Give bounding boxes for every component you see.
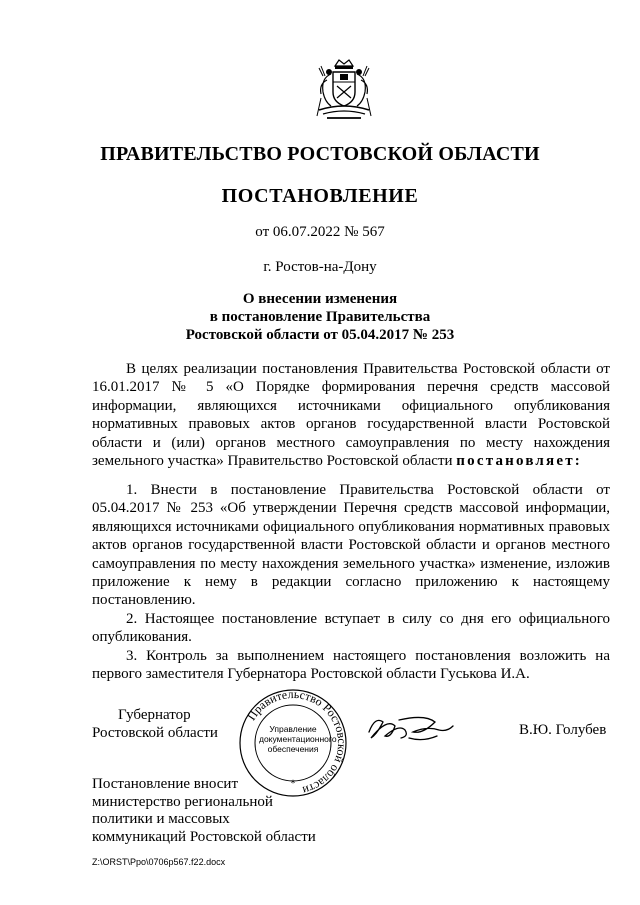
organization-title: ПРАВИТЕЛЬСТВО РОСТОВСКОЙ ОБЛАСТИ bbox=[100, 143, 540, 165]
place-of-issue: г. Ростов-на-Дону bbox=[263, 259, 377, 275]
resolution-item-1: 1. Внести в постановление Правительства Ростовской области от 05.04.2017 № 253 «Об утверждении Перечня средств массовой информации, являющихся источниками официального опубликования нормативных правовых актов органов государственной власти Ростовской области и органов местного самоуправления по месту нахождения земельного участка» изменение, изложив приложение к нему в редакции согласно приложению к настоящему постановлению. bbox=[92, 482, 610, 609]
date-and-number: от 06.07.2022 № 567 bbox=[255, 224, 385, 240]
signatory-title bbox=[92, 706, 218, 743]
subject-line: О внесении изменения bbox=[242, 291, 398, 307]
file-path-footer: Z:\ORST\Ppo\0706p567.f22.docx bbox=[92, 857, 226, 867]
resolves-keyword: постановляет: bbox=[456, 453, 582, 470]
introduced-by-line: коммуникаций Ростовской области bbox=[92, 828, 316, 845]
stamp-center-text: Управление документационного обеспечения bbox=[259, 724, 337, 754]
preamble-text: В целях реализации постановления Правительства Ростовской области от 16.01.2017 № 5 «О Порядке формирования перечня средств массовой информации, являющихся источниками официального опубликования нормативных правовых актов органов государственной власти Ростовской области и (или) органов местного самоуправления по месту нахождения земельного участка» Правительство Ростовской области bbox=[92, 361, 610, 470]
introduced-by-line: Постановление вносит bbox=[92, 776, 239, 792]
resolution-item-3: 3. Контроль за выполнением настоящего постановления возложить на первого заместителя Губернатора Ростовской области Гуськова И.А. bbox=[92, 647, 610, 683]
rostov-oblast-coat-of-arms-icon bbox=[315, 58, 373, 122]
signatory-title-line: Губернатор bbox=[118, 707, 191, 723]
signatory-title-line: Ростовской области bbox=[92, 725, 218, 742]
handwritten-signature bbox=[365, 708, 455, 748]
preamble-paragraph bbox=[92, 360, 610, 470]
subject-line: в постановление Правительства bbox=[209, 309, 431, 325]
svg-text:*: * bbox=[290, 779, 296, 789]
preamble-section bbox=[92, 360, 610, 470]
document-type: ПОСТАНОВЛЕНИЕ bbox=[221, 185, 419, 207]
introduced-by bbox=[92, 776, 316, 846]
document-subject bbox=[0, 290, 640, 344]
stamp-ring-text-path: Правительство Ростовской области bbox=[244, 688, 350, 798]
resolution-item-2: 2. Настоящее постановление вступает в силу со дня его официального опубликования. bbox=[92, 610, 610, 646]
introduced-by-line: политики и массовых bbox=[92, 811, 230, 827]
signatory-name: В.Ю. Голубев bbox=[519, 722, 607, 738]
subject-line: Ростовской области от 05.04.2017 № 253 bbox=[185, 327, 455, 343]
resolution-items bbox=[92, 481, 610, 683]
introduced-by-line: министерство региональной bbox=[92, 793, 273, 810]
